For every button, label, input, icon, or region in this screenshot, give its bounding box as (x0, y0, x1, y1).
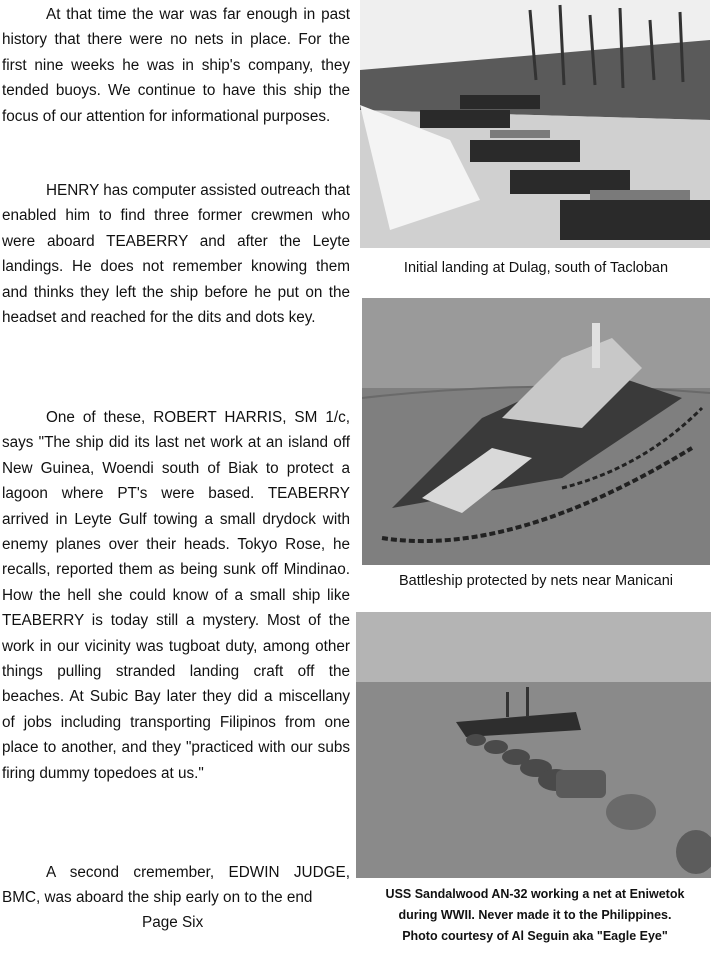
net-tender-caption (358, 884, 712, 947)
caption-line-2: during WWII. Never made it to the Philippines. (398, 908, 672, 922)
paragraph-4: A second cremember, EDWIN JUDGE, BMC, was aboard the ship early on to the end (2, 864, 350, 907)
net-tender-photo (356, 612, 711, 878)
battleship-photo (362, 298, 710, 565)
landing-caption: Initial landing at Dulag, south of Tacloban (403, 260, 669, 276)
paragraph-2: HENRY has computer assisted outreach that enabled him to find three former crewmen who were aboard TEABERRY and after the Leyte landings. He does not remember knowing them and thinks they left the ship before he put on the headset and reached for the dits and dots key. (2, 182, 350, 327)
landing-photo (360, 0, 710, 248)
caption-line-3: Photo courtesy of Al Seguin aka "Eagle Eye" (402, 929, 668, 943)
page-number: Page Six (142, 914, 204, 931)
paragraph-1: At that time the war was far enough in past history that there were no nets in place. For the first nine weeks he was in ship's company, they tended buoys. We continue to have this ship the focus of our attention for informational purposes. (2, 6, 350, 125)
caption-line-1: USS Sandalwood AN-32 working a net at Eniwetok (385, 887, 685, 901)
paragraph-3: One of these, ROBERT HARRIS, SM 1/c, says "The ship did its last net work at an island off New Guinea, Woendi south of Biak to protect a lagoon where PT's were based. TEABERRY arrived in Leyte Gulf towing a small drydock with enemy planes over their heads. Tokyo Rose, he recalls, reported them as being sunk off Mindinao. How the hell she could know of a small ship like TEABERRY is today still a mystery. Most of the work in our vicinity was tugboat duty, among other things pulling stranded landing craft off the beaches. At Subic Bay later they did a miscellany of jobs including transporting Filipinos from one place to another, and they "practiced with our subs firing dummy topedoes at us." (2, 409, 350, 782)
battleship-caption: Battleship protected by nets near Manicani (398, 573, 674, 589)
